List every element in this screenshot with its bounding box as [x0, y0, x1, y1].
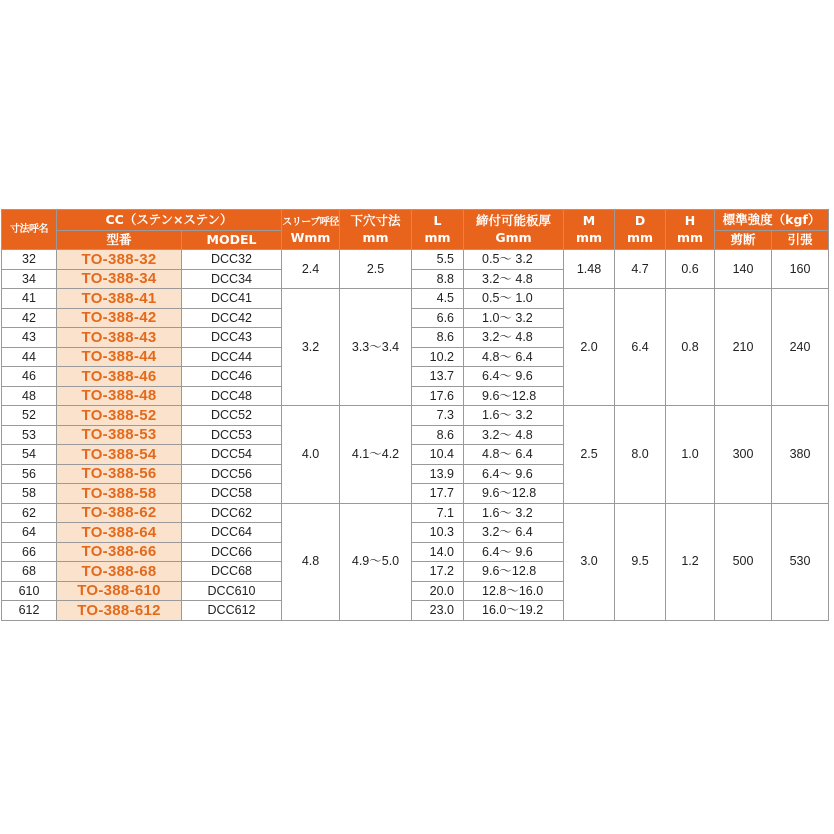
model-cell: DCC52 [182, 406, 282, 426]
header-m-label: M [582, 212, 596, 228]
length-cell: 8.6 [412, 425, 464, 445]
m-cell: 2.0 [564, 289, 615, 406]
nominal-size-cell: 52 [2, 406, 57, 426]
part-number-cell: TO-388-43 [57, 328, 182, 348]
length-cell: 4.5 [412, 289, 464, 309]
header-l-label: L [433, 212, 442, 228]
tensile-strength-cell: 160 [772, 250, 829, 289]
m-cell: 3.0 [564, 503, 615, 620]
table-row [2, 289, 829, 309]
m-cell: 1.48 [564, 250, 615, 289]
h-cell: 1.2 [666, 503, 715, 620]
header-m-unit: mm [575, 229, 603, 245]
header-nominal: 寸法呼名 [2, 210, 57, 250]
part-number-cell: TO-388-64 [57, 523, 182, 543]
nominal-size-cell: 41 [2, 289, 57, 309]
tensile-strength-cell: 530 [772, 503, 829, 620]
model-cell: DCC48 [182, 386, 282, 406]
grip-range-cell: 4.8～ 6.4 [464, 347, 564, 367]
spec-table [1, 209, 829, 621]
length-cell: 8.6 [412, 328, 464, 348]
nominal-size-cell: 56 [2, 464, 57, 484]
header-h-label: H [684, 212, 696, 228]
pilot-hole-cell: 4.9～5.0 [340, 503, 412, 620]
grip-range-cell: 3.2～ 4.8 [464, 269, 564, 289]
header-hole-unit: mm [362, 229, 389, 245]
d-cell: 6.4 [615, 289, 666, 406]
part-number-cell: TO-388-612 [57, 601, 182, 621]
grip-range-cell: 0.5～ 3.2 [464, 250, 564, 270]
length-cell: 13.9 [412, 464, 464, 484]
h-cell: 0.6 [666, 250, 715, 289]
part-number-cell: TO-388-610 [57, 581, 182, 601]
model-cell: DCC58 [182, 484, 282, 504]
header-m [564, 210, 615, 250]
length-cell: 14.0 [412, 542, 464, 562]
model-cell: DCC62 [182, 503, 282, 523]
grip-range-cell: 6.4～ 9.6 [464, 367, 564, 387]
d-cell: 8.0 [615, 406, 666, 504]
model-cell: DCC46 [182, 367, 282, 387]
nominal-size-cell: 54 [2, 445, 57, 465]
table-row [2, 406, 829, 426]
header-h-unit: mm [676, 229, 704, 245]
nominal-size-cell: 44 [2, 347, 57, 367]
sleeve-diameter-cell: 2.4 [282, 250, 340, 289]
d-cell: 4.7 [615, 250, 666, 289]
header-strength: 標準強度（kgf） [715, 210, 829, 231]
grip-range-cell: 9.6～12.8 [464, 386, 564, 406]
length-cell: 10.3 [412, 523, 464, 543]
nominal-size-cell: 46 [2, 367, 57, 387]
part-number-cell: TO-388-42 [57, 308, 182, 328]
nominal-size-cell: 48 [2, 386, 57, 406]
length-cell: 10.4 [412, 445, 464, 465]
header-tensile: 引張 [772, 231, 829, 250]
part-number-cell: TO-388-66 [57, 542, 182, 562]
tensile-strength-cell: 240 [772, 289, 829, 406]
model-cell: DCC56 [182, 464, 282, 484]
header-d-label: D [634, 212, 646, 228]
grip-range-cell: 3.2～ 4.8 [464, 425, 564, 445]
part-number-cell: TO-388-52 [57, 406, 182, 426]
length-cell: 17.2 [412, 562, 464, 582]
part-number-cell: TO-388-53 [57, 425, 182, 445]
nominal-size-cell: 64 [2, 523, 57, 543]
header-model: MODEL [182, 231, 282, 250]
grip-range-cell: 6.4～ 9.6 [464, 542, 564, 562]
nominal-size-cell: 612 [2, 601, 57, 621]
nominal-size-cell: 53 [2, 425, 57, 445]
nominal-size-cell: 42 [2, 308, 57, 328]
nominal-size-cell: 58 [2, 484, 57, 504]
part-number-cell: TO-388-68 [57, 562, 182, 582]
model-cell: DCC53 [182, 425, 282, 445]
d-cell: 9.5 [615, 503, 666, 620]
header-sleeve-unit: Wmm [290, 229, 331, 245]
model-cell: DCC32 [182, 250, 282, 270]
header-hole [340, 210, 412, 250]
shear-strength-cell: 210 [715, 289, 772, 406]
header-sleeve [282, 210, 340, 250]
part-number-cell: TO-388-46 [57, 367, 182, 387]
length-cell: 8.8 [412, 269, 464, 289]
nominal-size-cell: 68 [2, 562, 57, 582]
pilot-hole-cell: 3.3～3.4 [340, 289, 412, 406]
nominal-size-cell: 43 [2, 328, 57, 348]
part-number-cell: TO-388-56 [57, 464, 182, 484]
header-hole-label: 下穴寸法 [350, 212, 401, 228]
m-cell: 2.5 [564, 406, 615, 504]
model-cell: DCC612 [182, 601, 282, 621]
header-l [412, 210, 464, 250]
header-l-unit: mm [424, 229, 451, 245]
nominal-size-cell: 66 [2, 542, 57, 562]
part-number-cell: TO-388-41 [57, 289, 182, 309]
length-cell: 23.0 [412, 601, 464, 621]
part-number-cell: TO-388-54 [57, 445, 182, 465]
length-cell: 20.0 [412, 581, 464, 601]
grip-range-cell: 12.8～16.0 [464, 581, 564, 601]
length-cell: 5.5 [412, 250, 464, 270]
model-cell: DCC34 [182, 269, 282, 289]
nominal-size-cell: 32 [2, 250, 57, 270]
nominal-size-cell: 610 [2, 581, 57, 601]
grip-range-cell: 9.6～12.8 [464, 484, 564, 504]
sleeve-diameter-cell: 4.0 [282, 406, 340, 504]
nominal-size-cell: 62 [2, 503, 57, 523]
shear-strength-cell: 140 [715, 250, 772, 289]
table-row [2, 503, 829, 523]
table-header [2, 210, 829, 250]
header-part-no: 型番 [57, 231, 182, 250]
header-grip-unit: Gmm [495, 229, 532, 245]
model-cell: DCC41 [182, 289, 282, 309]
model-cell: DCC64 [182, 523, 282, 543]
grip-range-cell: 1.0～ 3.2 [464, 308, 564, 328]
h-cell: 0.8 [666, 289, 715, 406]
part-number-cell: TO-388-62 [57, 503, 182, 523]
header-grip-label: 締付可能板厚 [476, 212, 552, 228]
header-h [666, 210, 715, 250]
grip-range-cell: 9.6～12.8 [464, 562, 564, 582]
model-cell: DCC610 [182, 581, 282, 601]
nominal-size-cell: 34 [2, 269, 57, 289]
pilot-hole-cell: 4.1～4.2 [340, 406, 412, 504]
table-body [2, 250, 829, 621]
header-d [615, 210, 666, 250]
length-cell: 6.6 [412, 308, 464, 328]
grip-range-cell: 6.4～ 9.6 [464, 464, 564, 484]
grip-range-cell: 1.6～ 3.2 [464, 406, 564, 426]
header-d-unit: mm [626, 229, 654, 245]
part-number-cell: TO-388-58 [57, 484, 182, 504]
header-sleeve-label: スリーブ呼径 [282, 216, 339, 228]
model-cell: DCC43 [182, 328, 282, 348]
tensile-strength-cell: 380 [772, 406, 829, 504]
part-number-cell: TO-388-34 [57, 269, 182, 289]
length-cell: 17.7 [412, 484, 464, 504]
header-cc: CC（ステン×ステン） [57, 210, 282, 231]
sleeve-diameter-cell: 3.2 [282, 289, 340, 406]
pilot-hole-cell: 2.5 [340, 250, 412, 289]
grip-range-cell: 3.2～ 4.8 [464, 328, 564, 348]
length-cell: 10.2 [412, 347, 464, 367]
shear-strength-cell: 300 [715, 406, 772, 504]
h-cell: 1.0 [666, 406, 715, 504]
model-cell: DCC42 [182, 308, 282, 328]
model-cell: DCC68 [182, 562, 282, 582]
shear-strength-cell: 500 [715, 503, 772, 620]
length-cell: 13.7 [412, 367, 464, 387]
table-row [2, 250, 829, 270]
header-grip [464, 210, 564, 250]
model-cell: DCC66 [182, 542, 282, 562]
grip-range-cell: 1.6～ 3.2 [464, 503, 564, 523]
length-cell: 7.1 [412, 503, 464, 523]
part-number-cell: TO-388-32 [57, 250, 182, 270]
sleeve-diameter-cell: 4.8 [282, 503, 340, 620]
model-cell: DCC44 [182, 347, 282, 367]
grip-range-cell: 0.5～ 1.0 [464, 289, 564, 309]
header-shear: 剪断 [715, 231, 772, 250]
grip-range-cell: 4.8～ 6.4 [464, 445, 564, 465]
grip-range-cell: 16.0～19.2 [464, 601, 564, 621]
model-cell: DCC54 [182, 445, 282, 465]
length-cell: 7.3 [412, 406, 464, 426]
part-number-cell: TO-388-44 [57, 347, 182, 367]
grip-range-cell: 3.2～ 6.4 [464, 523, 564, 543]
length-cell: 17.6 [412, 386, 464, 406]
part-number-cell: TO-388-48 [57, 386, 182, 406]
